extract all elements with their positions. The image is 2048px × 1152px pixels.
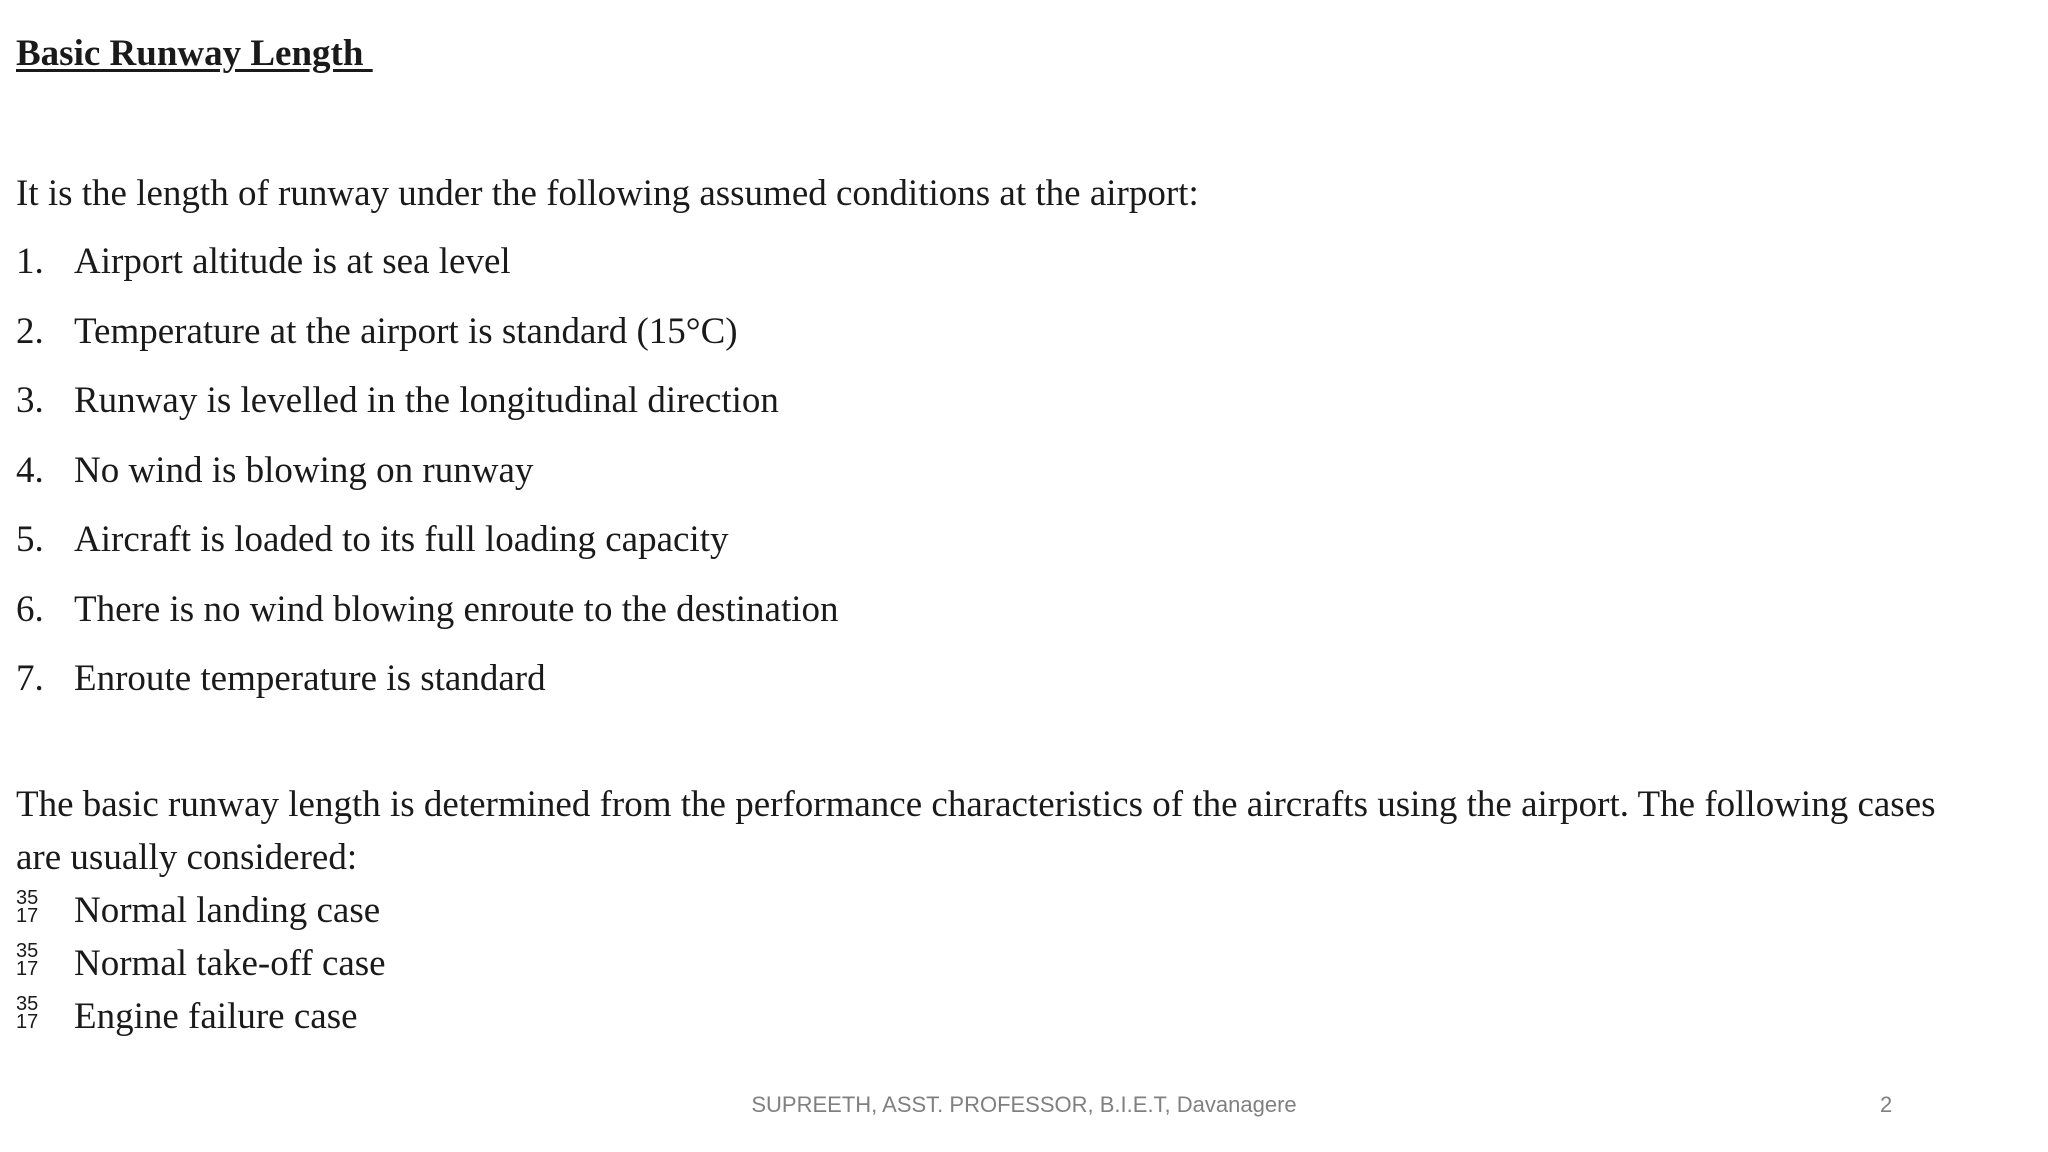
- list-item: [16, 884, 386, 937]
- list-item-number: 6.: [16, 588, 44, 630]
- list-item: [16, 518, 839, 588]
- bullet-glyph: [16, 886, 74, 927]
- list-item: [16, 937, 386, 990]
- bullet-glyph: [16, 939, 74, 980]
- list-item-text: Temperature at the airport is standard (15°C): [74, 310, 738, 352]
- cases-list: [16, 884, 386, 1043]
- intro-text: It is the length of runway under the following assumed conditions at the airport:: [16, 173, 1199, 214]
- bullet-glyph-top: 35: [16, 886, 39, 909]
- footer-text: SUPREETH, ASST. PROFESSOR, B.I.E.T, Davanagere: [751, 1092, 1297, 1117]
- list-item-number: 4.: [16, 449, 44, 491]
- list-item-text: Engine failure case: [74, 996, 358, 1037]
- page-number: 2: [1880, 1092, 1893, 1117]
- slide-title: Basic Runway Length: [16, 33, 373, 74]
- summary-paragraph: [16, 778, 2046, 884]
- list-item: [16, 449, 839, 519]
- list-item-text: Aircraft is loaded to its full loading capacity: [74, 519, 729, 560]
- list-item-text: Runway is levelled in the longitudinal direction: [74, 380, 779, 421]
- list-item-number: 2.: [16, 310, 44, 352]
- bullet-glyph-bottom: 17: [16, 904, 39, 927]
- summary-line: The basic runway length is determined from the performance characteristics of the aircrafts using the airport. The following cases: [16, 784, 1936, 825]
- list-item-text: No wind is blowing on runway: [74, 449, 534, 491]
- list-item: [16, 379, 839, 449]
- list-item-text: Normal landing case: [74, 890, 381, 931]
- list-item-number: 7.: [16, 658, 44, 699]
- summary-line: are usually considered:: [16, 837, 358, 878]
- bullet-glyph-bottom: 17: [16, 1010, 39, 1033]
- bullet-glyph-bottom: 17: [16, 957, 39, 980]
- list-item-text: Airport altitude is at sea level: [74, 241, 511, 282]
- list-item-number: 5.: [16, 519, 44, 560]
- list-item: [16, 310, 839, 380]
- bullet-glyph: [16, 992, 74, 1033]
- list-item-text: There is no wind blowing enroute to the destination: [74, 588, 839, 630]
- list-item: [16, 990, 386, 1043]
- list-item: [16, 588, 839, 658]
- bullet-glyph-top: 35: [16, 939, 39, 962]
- bullet-glyph-top: 35: [16, 992, 39, 1015]
- list-item-number: 1.: [16, 241, 44, 282]
- list-item-text: Enroute temperature is standard: [74, 658, 546, 699]
- list-item-text: Normal take-off case: [74, 943, 386, 984]
- conditions-list: [16, 240, 839, 727]
- list-item-number: 3.: [16, 380, 44, 421]
- list-item: [16, 240, 839, 310]
- list-item: [16, 657, 839, 727]
